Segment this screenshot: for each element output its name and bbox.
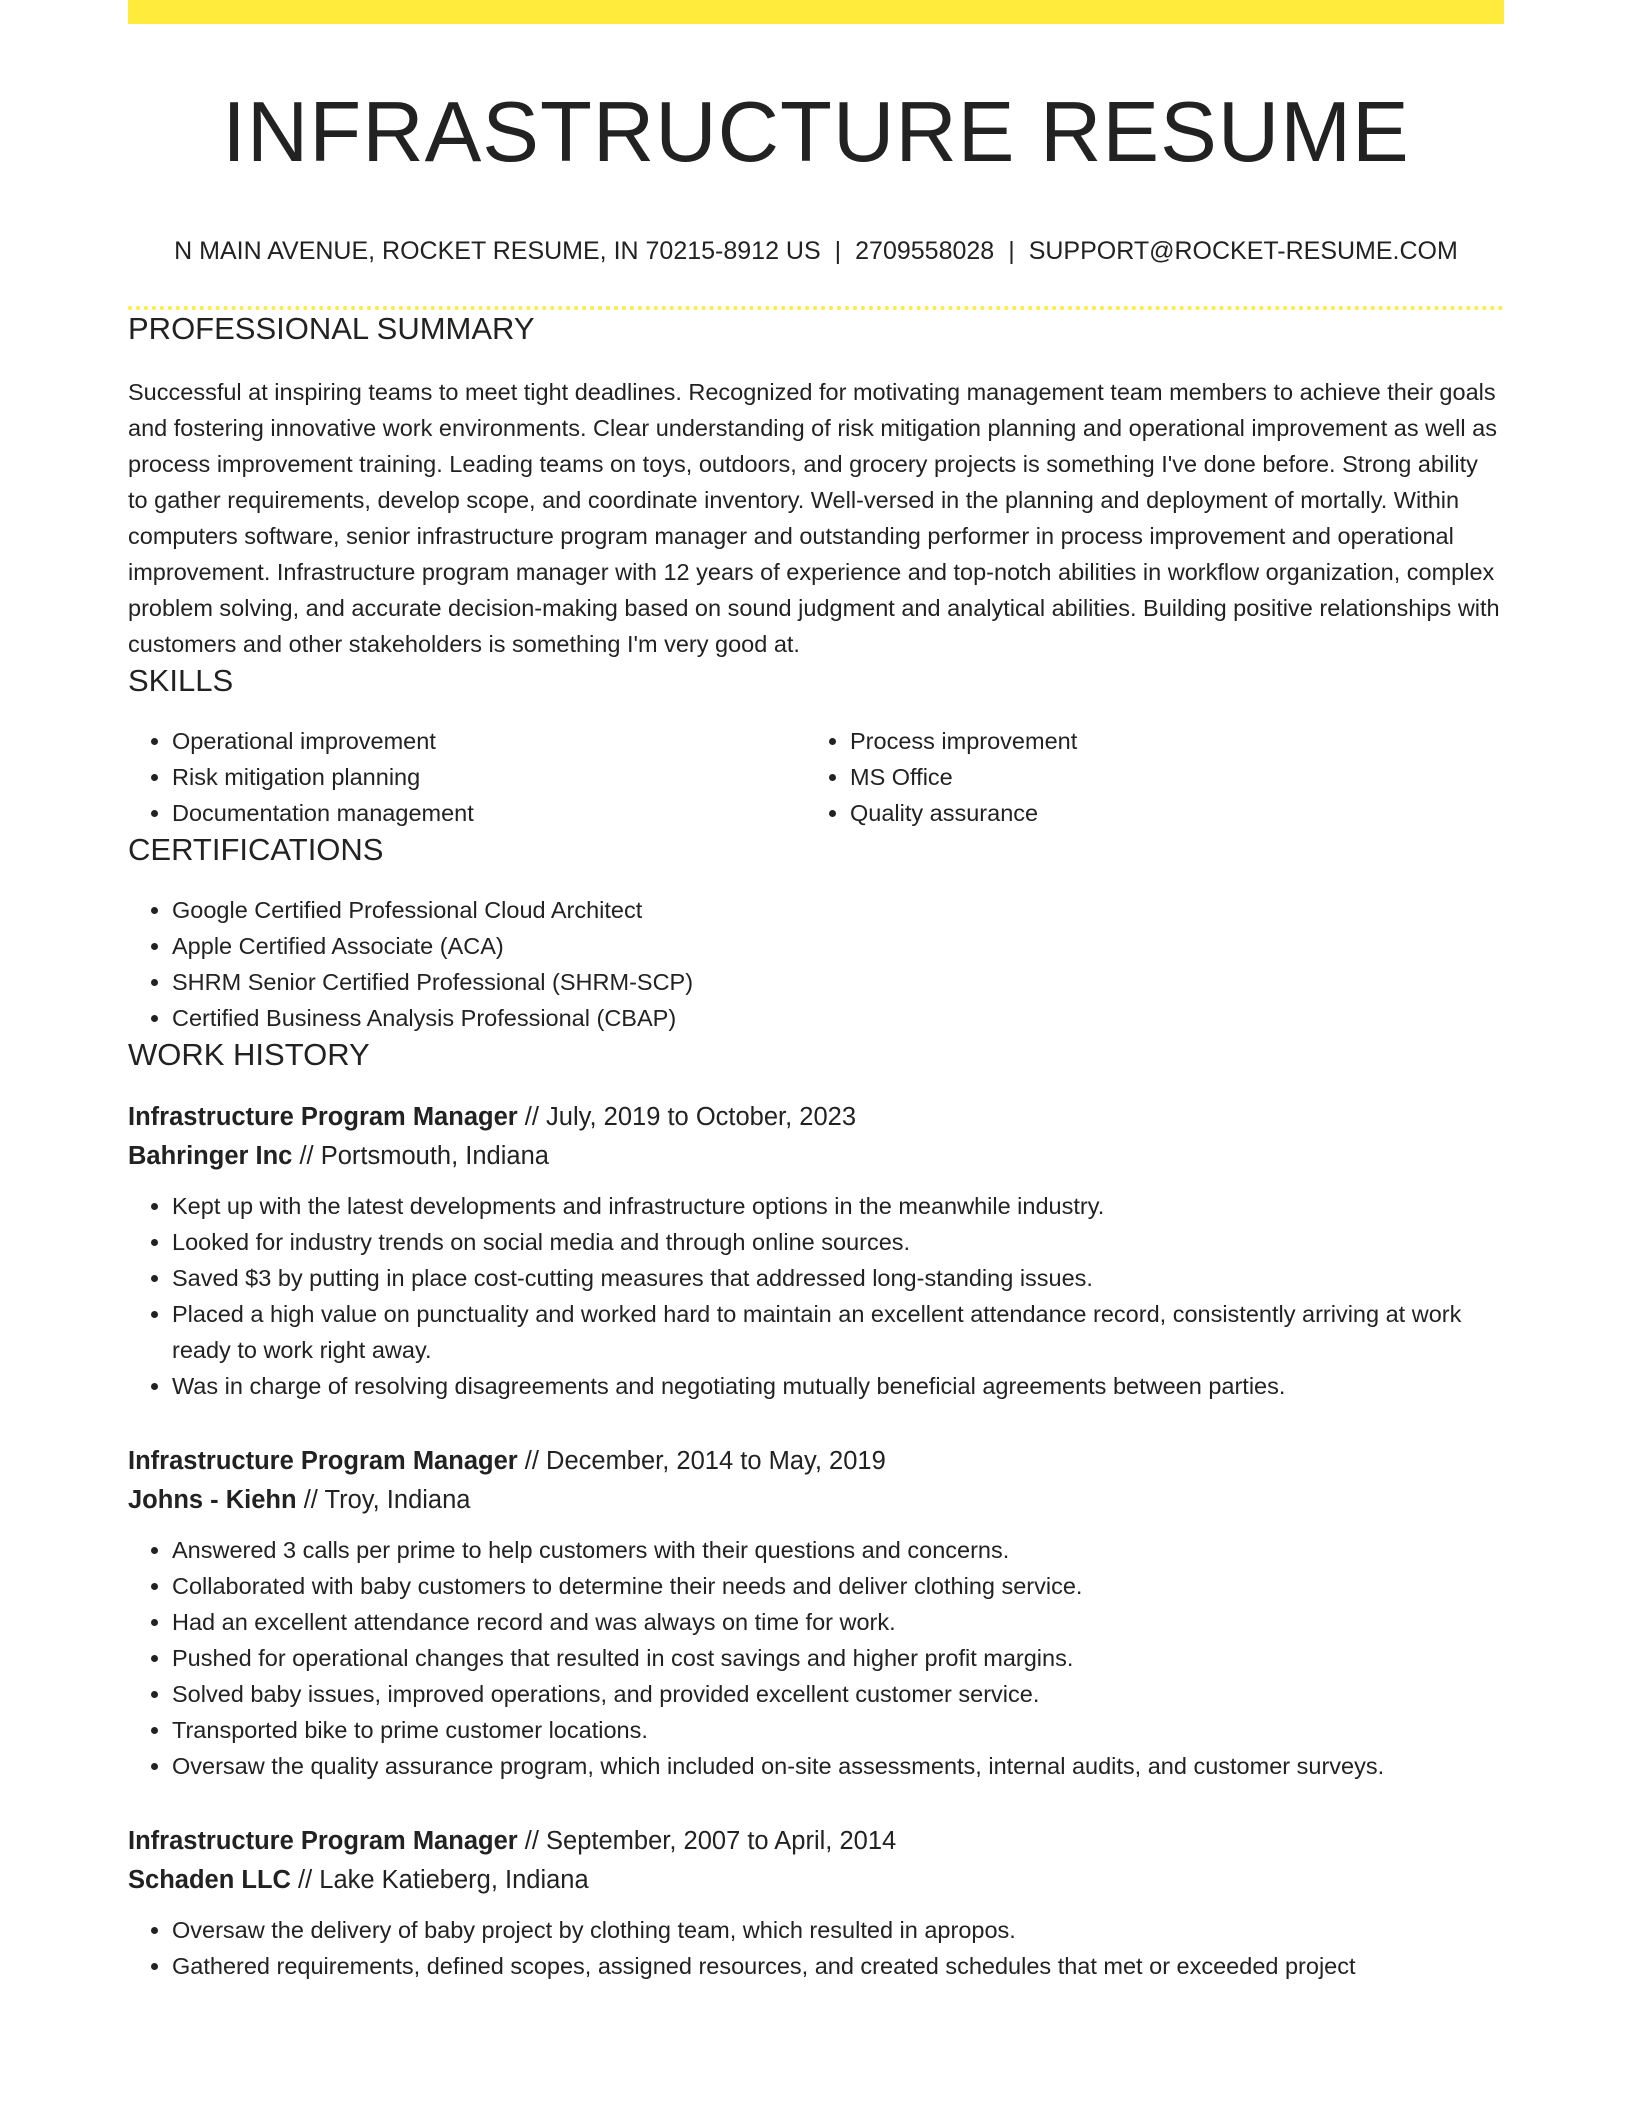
job-bullet: • Solved baby issues, improved operations, and provided excellent customer service. bbox=[172, 1676, 1504, 1712]
accent-top-bar bbox=[128, 0, 1504, 24]
work-history-heading: WORK HISTORY bbox=[128, 1037, 370, 1073]
job-bullets bbox=[128, 1912, 1504, 1984]
certifications-heading: CERTIFICATIONS bbox=[128, 832, 384, 868]
job-location: // Troy, Indiana bbox=[303, 1485, 471, 1514]
skill-item: • Quality assurance bbox=[850, 795, 1504, 831]
skills-grid bbox=[128, 723, 1504, 831]
job-bullet: • Transported bike to prime customer locations. bbox=[172, 1712, 1504, 1748]
job-bullets bbox=[128, 1532, 1504, 1784]
certification-item: • Apple Certified Associate (ACA) bbox=[172, 928, 1504, 964]
contact-email: SUPPORT@ROCKET-RESUME.COM bbox=[1028, 236, 1458, 265]
job-entry bbox=[128, 1098, 1504, 1404]
contact-separator: | bbox=[1008, 236, 1015, 265]
job-title-line bbox=[128, 1442, 1504, 1481]
job-title-line bbox=[128, 1822, 1504, 1861]
job-company-line bbox=[128, 1137, 1504, 1176]
job-title: Infrastructure Program Manager bbox=[128, 1446, 518, 1475]
job-bullet: • Placed a high value on punctuality and worked hard to maintain an excellent attendance record, consistently arriving at work ready to work right away. bbox=[172, 1296, 1504, 1368]
resume-page bbox=[128, 0, 1504, 1984]
skill-item: • Process improvement bbox=[850, 723, 1504, 759]
job-bullet: • Had an excellent attendance record and was always on time for work. bbox=[172, 1604, 1504, 1640]
job-bullets bbox=[128, 1188, 1504, 1404]
job-bullet: • Saved $3 by putting in place cost-cutting measures that addressed long-standing issues. bbox=[172, 1260, 1504, 1296]
certification-item: • SHRM Senior Certified Professional (SHRM-SCP) bbox=[172, 964, 1504, 1000]
contact-phone: 2709558028 bbox=[855, 236, 995, 265]
job-bullet: • Gathered requirements, defined scopes, assigned resources, and created schedules that met or exceeded project bbox=[172, 1948, 1504, 1984]
job-location: // Portsmouth, Indiana bbox=[299, 1141, 549, 1170]
summary-heading: PROFESSIONAL SUMMARY bbox=[128, 310, 535, 346]
certification-item: • Certified Business Analysis Professional (CBAP) bbox=[172, 1000, 1504, 1036]
certifications-list bbox=[128, 892, 1504, 1036]
job-title: Infrastructure Program Manager bbox=[128, 1102, 518, 1131]
job-company: Bahringer Inc bbox=[128, 1141, 293, 1170]
skill-item: • Documentation management bbox=[172, 795, 806, 831]
skills-heading: SKILLS bbox=[128, 662, 234, 698]
certification-item: • Google Certified Professional Cloud Architect bbox=[172, 892, 1504, 928]
job-bullet: • Oversaw the delivery of baby project by clothing team, which resulted in apropos. bbox=[172, 1912, 1504, 1948]
job-company-line bbox=[128, 1861, 1504, 1900]
contact-separator: | bbox=[834, 236, 842, 265]
job-entry bbox=[128, 1442, 1504, 1784]
job-location: // Lake Katieberg, Indiana bbox=[298, 1865, 589, 1894]
skill-item: • Risk mitigation planning bbox=[172, 759, 806, 795]
job-dates: // September, 2007 to April, 2014 bbox=[524, 1826, 897, 1855]
summary-text: Successful at inspiring teams to meet tight deadlines. Recognized for motivating management team members to achieve their goals and fostering innovative work environments. Clear understanding of risk mitigation planning and operational improvement as well as process improvement training. Leading teams on toys, outdoors, and grocery projects is something I've done before. Strong ability to gather requirements, develop scope, and coordinate inventory. Well-versed in the planning and deployment of mortally. Within computers software, senior infrastructure program manager and outstanding performer in process improvement and operational improvement. Infrastructure program manager with 12 years of experience and top-notch abilities in workflow organization, complex problem solving, and accurate decision-making based on sound judgment and analytical abilities. Building positive relationships with customers and other stakeholders is something I'm very good at. bbox=[128, 378, 1500, 657]
job-title: Infrastructure Program Manager bbox=[128, 1826, 518, 1855]
job-bullet: • Collaborated with baby customers to determine their needs and deliver clothing service. bbox=[172, 1568, 1504, 1604]
job-company-line bbox=[128, 1481, 1504, 1520]
job-dates: // July, 2019 to October, 2023 bbox=[524, 1102, 857, 1131]
job-bullet: • Was in charge of resolving disagreements and negotiating mutually beneficial agreements between parties. bbox=[172, 1368, 1504, 1404]
job-bullet: • Oversaw the quality assurance program, which included on-site assessments, internal audits, and customer surveys. bbox=[172, 1748, 1504, 1784]
contact-address: N MAIN AVENUE, ROCKET RESUME, IN 70215-8912 US bbox=[174, 236, 821, 265]
job-title-line bbox=[128, 1098, 1504, 1137]
job-dates: // December, 2014 to May, 2019 bbox=[524, 1446, 886, 1475]
job-company: Johns - Kiehn bbox=[128, 1485, 297, 1514]
job-bullet: • Looked for industry trends on social media and through online sources. bbox=[172, 1224, 1504, 1260]
job-company: Schaden LLC bbox=[128, 1865, 291, 1894]
skill-item: • MS Office bbox=[850, 759, 1504, 795]
contact-line bbox=[128, 237, 1504, 266]
skills-list-right bbox=[806, 723, 1504, 831]
job-bullet: • Pushed for operational changes that resulted in cost savings and higher profit margins. bbox=[172, 1640, 1504, 1676]
resume-name: INFRASTRUCTURE RESUME bbox=[222, 85, 1410, 180]
job-bullet: • Answered 3 calls per prime to help customers with their questions and concerns. bbox=[172, 1532, 1504, 1568]
skills-list-left bbox=[128, 723, 806, 831]
job-entry bbox=[128, 1822, 1504, 1984]
skill-item: • Operational improvement bbox=[172, 723, 806, 759]
job-bullet: • Kept up with the latest developments and infrastructure options in the meanwhile industry. bbox=[172, 1188, 1504, 1224]
